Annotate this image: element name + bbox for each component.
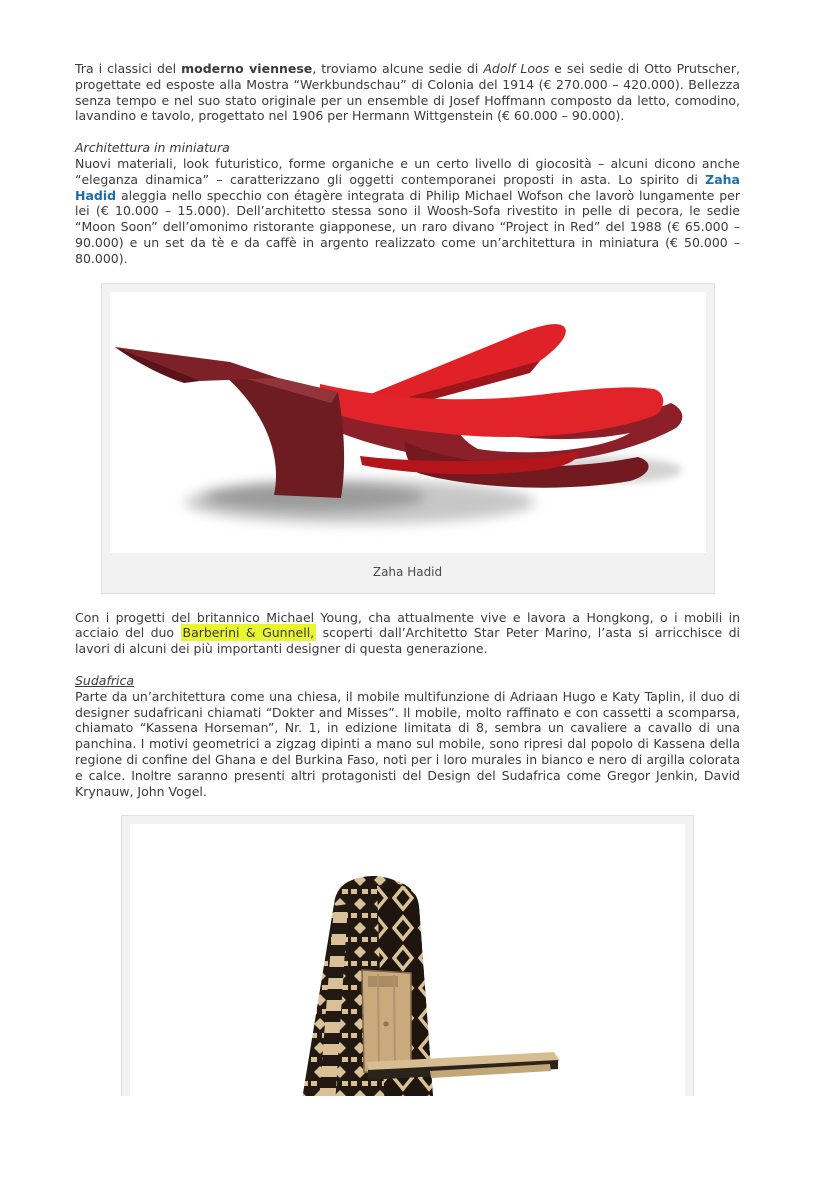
figure-frame xyxy=(101,283,715,594)
paragraph-architettura-miniatura xyxy=(75,156,740,267)
text-run: Nuovi materiali, look futuristico, forme organiche e un certo livello di giocosità – alcuni dicono anche “eleganza dinamica” – caratterizzano gli oggetti contemporanei proposti in asta. Lo spirito di xyxy=(75,155,740,187)
zaha-hadid-link[interactable]: Zaha Hadid xyxy=(75,171,740,203)
paragraph-michael-young xyxy=(75,610,740,657)
sofa-illustration xyxy=(110,292,706,553)
sofa-photo xyxy=(110,292,706,553)
text-run: Con i progetti del britannico Michael Young, cha attualmente vive e lavora a Hongkong, o i mobili in acciaio del duo xyxy=(75,609,740,641)
section-heading-sudafrica: Sudafrica xyxy=(75,672,134,688)
text-run: scoperti dall’Architetto Star Peter Marino, l’asta si arricchisce di lavori di alcuni dei più importanti designer di questa generazione. xyxy=(75,625,741,657)
paragraph-sudafrica: Parte da un’architettura come una chiesa, il mobile multifunzione di Adriaan Hugo e Katy Taplin, il duo di designer sudafricani chiamati “Dokter and Misses”. Il mobile, molto raffinato e con cassetti a scomparsa, chiamato “Kassena Horseman”, Nr. 1, in edizione limitata di 8, sembra un cavaliere a cavallo di una panchina. I motivi geometrici a zigzag dipinti a mano sul mobile, sono ripresi dal popolo di Kassena della regione di confine del Ghana e del Burkina Faso, noti per i loro murales in bianco e nero di argilla colorata e calce. Inoltre saranno presenti altri protagonisti del Design del Sudafrica come Gregor Jenkin, David Krynauw, John Vogel. xyxy=(75,688,740,799)
italic-adolf-loos: Adolf Loos xyxy=(483,61,550,76)
figure-caption-zaha-hadid: Zaha Hadid xyxy=(372,564,443,579)
section-heading-architettura-in-miniatura: Architettura in miniatura xyxy=(75,140,230,156)
figure-zaha-hadid-sofa xyxy=(101,283,715,594)
figure-frame xyxy=(121,815,694,1096)
figure-kassena-cabinet-clipped xyxy=(121,815,694,1096)
text-run: e sei sedie di Otto Prutscher, progettate ed esposte alla Mostra “Werkbundschau” di Colonia del 1914 (€ 270.000 – 420.000). Bellezza senza tempo e nel suo stato originale per un ensemble di Josef Hoffmann composto da letto, comodino, lavandino e tavolo, progettato nel 1906 per Hermann Wittgenstein (€ 60.000 – 90.000). xyxy=(75,61,740,124)
cabinet-illustration xyxy=(130,824,685,1096)
text-run: , troviamo alcune sedie di xyxy=(312,61,484,76)
article-body xyxy=(75,0,740,1096)
cabinet-photo xyxy=(130,824,685,1096)
text-run: aleggia nello specchio con étagère integrata di Philip Michael Wofson che lavorò lungamente per lei (€ 10.000 – 15.000). Dell’architetto stessa sono il Woosh-Sofa rivestito in pelle di pecora, le sedie “Moon Soon” dell’omonimo ristorante giapponese, un raro divano “Project in Red” del 1988 (€ 65.000 – 90.000) e un set da tè e da caffè in argento realizzato come un’architettura in miniatura (€ 50.000 – 80.000). xyxy=(75,187,740,266)
text-run: Tra i classici del xyxy=(75,61,182,76)
bold-moderno-viennese: moderno viennese xyxy=(181,61,313,76)
highlight-barberini-gunnell: Barberini & Gunnell, xyxy=(182,625,315,641)
paragraph-vienna-classics xyxy=(75,61,740,124)
